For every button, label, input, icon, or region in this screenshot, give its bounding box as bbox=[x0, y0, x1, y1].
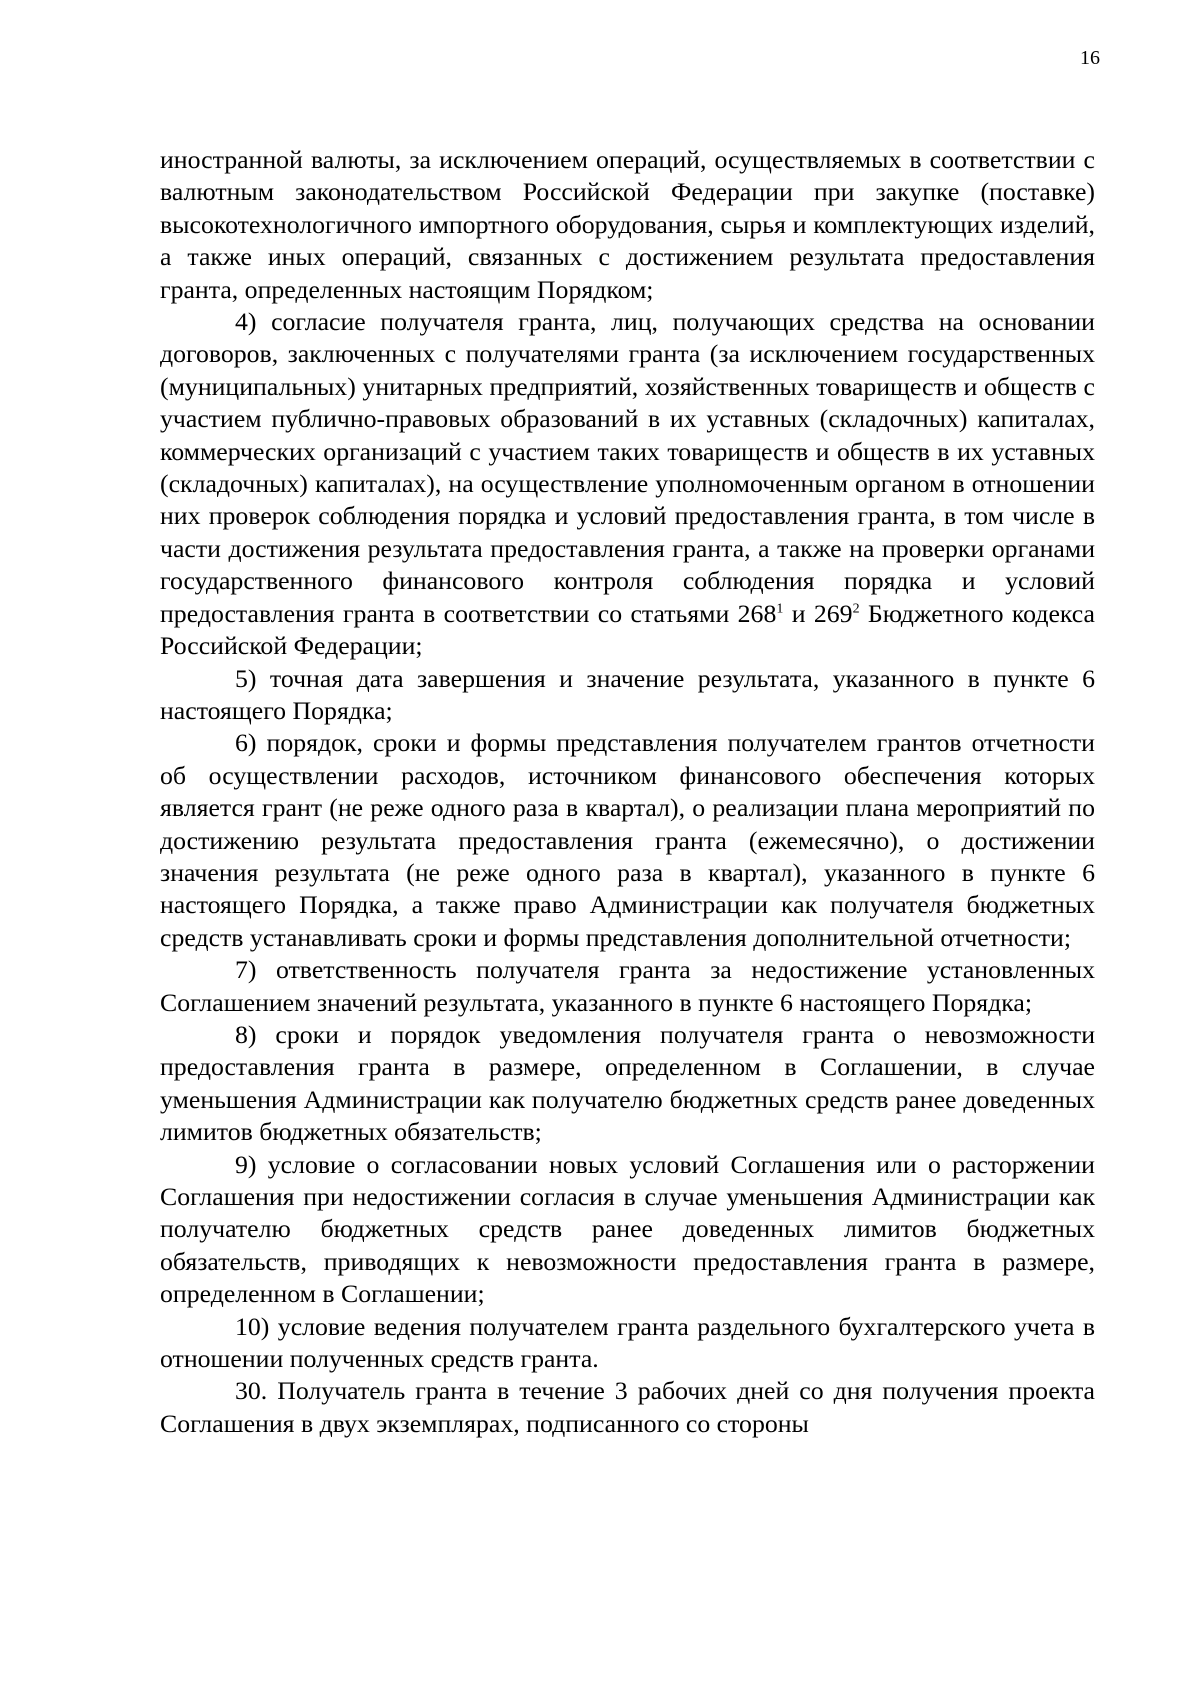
item-4-text-and-269: и 269 bbox=[783, 598, 853, 628]
item-4-text-main: 4) согласие получателя гранта, лиц, получающих средства на основании договоров, заключенных с получателями гранта (за исключением государственных (муниципальных) унитарных предприятий, хозяйственных товариществ и обществ с участием публично-правовых образований в их уставных (складочных) капиталах, коммерческих организаций с участием таких товариществ и обществ в их уставных (складочных) капиталах), на осуществление уполномоченным органом в отношении них проверок соблюдения порядка и условий предоставления гранта, в том числе в части достижения результата предоставления гранта, а также на проверки органами государственного финансового контроля соблюдения порядка и условий предоставления гранта в соответствии со статьями 268 bbox=[160, 307, 1095, 628]
page-number: 16 bbox=[1080, 47, 1100, 69]
paragraph-item-4-consent bbox=[160, 306, 1095, 662]
paragraph-item-9: 9) условие о согласовании новых условий Соглашения или о расторжении Соглашения при недостижении согласия в случае уменьшения Администрации как получателю бюджетных средств ранее доведенных лимитов бюджетных обязательств, приводящих к невозможности предоставления гранта в размере, определенном в Соглашении; bbox=[160, 1149, 1095, 1309]
item-4-text-budget-code: Бюджетного кодекса Российской Федерации; bbox=[160, 598, 1095, 661]
paragraph-item-6: 6) порядок, сроки и формы представления получателем грантов отчетности об осуществлении расходов, источником финансового обеспечения которых является грант (не реже одного раза в квартал), о реализации плана мероприятий по достижению результата предоставления гранта (ежемесячно), о достижении значения результата (не реже одного раза в квартал), указанного в пункте 6 настоящего Порядка, а также право Администрации как получателя бюджетных средств устанавливать сроки и формы представления дополнительной отчетности; bbox=[160, 728, 1095, 952]
article-268-superscript: 1 bbox=[776, 601, 784, 617]
document-body bbox=[160, 144, 1095, 1440]
paragraph-item-7: 7) ответственность получателя гранта за недостижение установленных Соглашением значений результата, указанного в пункте 6 настоящего Порядка; bbox=[160, 955, 1095, 1017]
paragraph-point-30: 30. Получатель гранта в течение 3 рабочих дней со дня получения проекта Соглашения в двух экземплярах, подписанного со стороны bbox=[160, 1376, 1095, 1438]
article-269-superscript: 2 bbox=[852, 601, 860, 617]
paragraph-currency-operations: иностранной валюты, за исключением операций, осуществляемых в соответствии с валютным законодательством Российской Федерации при закупке (поставке) высокотехнологичного импортного оборудования, сырья и комплектующих изделий, а также иных операций, связанных с достижением результата предоставления гранта, определенных настоящим Порядком; bbox=[160, 145, 1095, 304]
paragraph-item-5: 5) точная дата завершения и значение результата, указанного в пункте 6 настоящего Порядка; bbox=[160, 663, 1095, 725]
paragraph-item-8: 8) сроки и порядок уведомления получателя гранта о невозможности предоставления гранта в размере, определенном в Соглашении, в случае уменьшения Администрации как получателю бюджетных средств ранее доведенных лимитов бюджетных обязательств; bbox=[160, 1019, 1095, 1147]
paragraph-item-10: 10) условие ведения получателем гранта раздельного бухгалтерского учета в отношении полученных средств гранта. bbox=[160, 1311, 1095, 1374]
